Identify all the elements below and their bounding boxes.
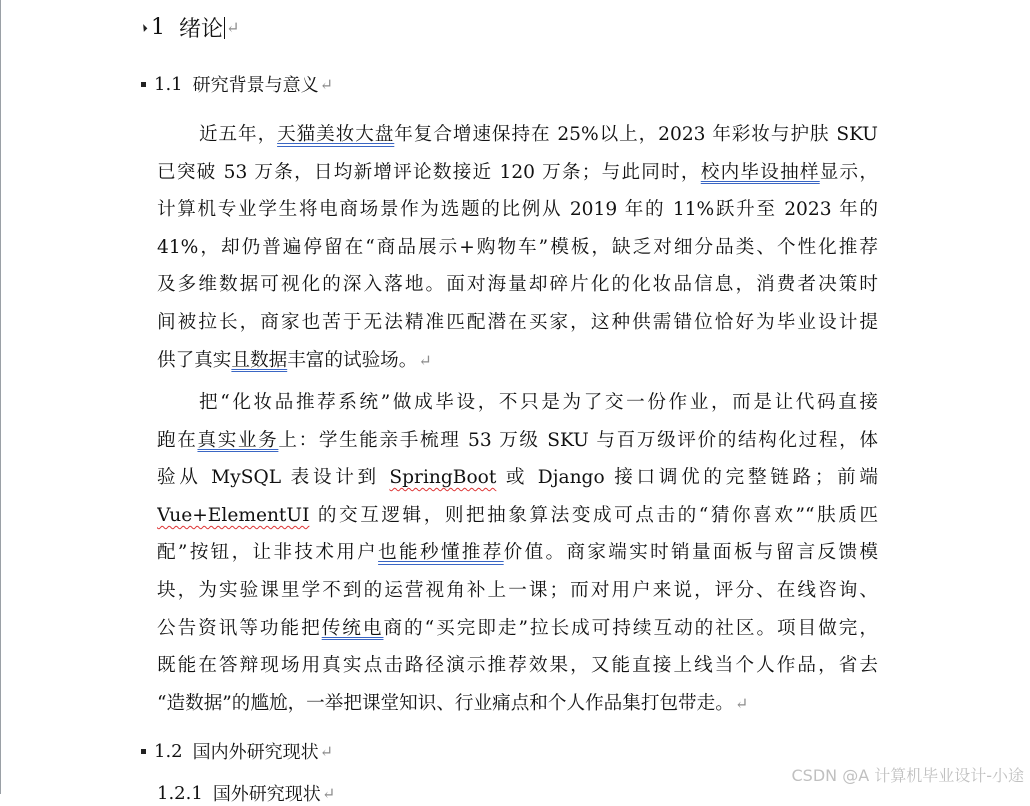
spelling-flag[interactable]: Vue+ElementUI	[157, 504, 310, 526]
heading-number: 1.1	[154, 73, 183, 95]
heading-text: 绪论	[179, 17, 224, 42]
paragraph-mark-icon: ↵	[321, 783, 336, 803]
outline-bullet-icon[interactable]	[141, 82, 146, 87]
heading-text: 国外研究现状	[212, 784, 321, 805]
text-line: 及多维数据可视化的深入落地。面对海量却碎片化的化妆品信息，消费者决策时	[157, 274, 878, 296]
text-line: 41%，却仍普遍停留在“商品展示+购物车”模板，缺乏对细分品类、个性化推荐	[157, 236, 878, 258]
paragraph-mark-icon: ↵	[418, 350, 432, 370]
grammar-flag[interactable]: 真实业务	[197, 429, 279, 451]
paragraph-mark-icon: ↵	[734, 693, 749, 713]
text-line: 计算机专业学生将电商场景作为选题的比例从 2019 年的 11%跃升至 2023 年的	[157, 199, 878, 221]
outline-bullet-icon[interactable]	[141, 749, 146, 754]
heading-number: 1.2.1	[157, 782, 203, 804]
heading-1[interactable]	[141, 12, 239, 43]
heading-number: 1.2	[154, 740, 183, 762]
paragraph-mark-icon: ↵	[319, 741, 334, 761]
grammar-flag[interactable]: 天猫美妆大盘	[277, 124, 395, 145]
heading-number: 1	[151, 15, 165, 40]
text-line: 近五年，天猫美妆大盘年复合增速保持在 25%以上，2023 年彩妆与护肤 SKU	[199, 124, 878, 145]
paragraph-significance[interactable]	[157, 384, 878, 722]
text-line: 既能在答辩现场用真实点击路径演示推荐效果，又能直接上线当个人作品，省去	[157, 655, 878, 677]
text-line: 块，为实验课里学不到的运营视角补上一课；而对用户来说，评分、在线咨询、	[157, 579, 878, 601]
paragraph-mark-icon: ↵	[226, 18, 240, 37]
page-left-edge	[0, 0, 1, 794]
text-line: “造数据”的尴尬，一举把课堂知识、行业痛点和个人作品集打包带走。↵	[157, 692, 749, 714]
grammar-flag[interactable]: 传统电	[321, 617, 384, 639]
grammar-flag[interactable]: 也能秒懂推荐	[378, 542, 504, 564]
text-line: 把“化妆品推荐系统”做成毕设，不只是为了交一份作业，而是让代码直接	[199, 392, 878, 413]
text-line: 配”按钮，让非技术用户也能秒懂推荐价值。商家端实时销量面板与留言反馈模	[157, 542, 878, 564]
collapse-triangle-icon[interactable]	[140, 24, 148, 32]
watermark: CSDN @A 计算机毕业设计-小途	[791, 766, 1024, 785]
heading-1-2[interactable]	[141, 738, 333, 764]
text-line: 跑在真实业务上：学生能亲手梳理 53 万级 SKU 与百万级评价的结构化过程，体	[157, 429, 878, 451]
grammar-flag[interactable]: 且数据	[231, 349, 288, 371]
heading-1-2-1[interactable]	[157, 780, 335, 806]
text-line: Vue+ElementUI 的交互逻辑，则把抽象算法变成可点击的“猜你喜欢”“肤质匹	[157, 504, 878, 526]
text-line: 供了真实且数据丰富的试验场。↵	[157, 349, 432, 371]
text-line: 间被拉长，商家也苦于无法精准匹配潜在买家，这种供需错位恰好为毕业设计提	[157, 311, 878, 333]
text-line: 验从 MySQL 表设计到 SpringBoot 或 Django 接口调优的完整链路；前端	[157, 467, 878, 489]
spelling-flag[interactable]: SpringBoot	[389, 467, 497, 489]
heading-1-1[interactable]	[141, 71, 333, 97]
paragraph-mark-icon: ↵	[319, 74, 334, 94]
grammar-flag[interactable]: 校内毕设抽样	[700, 161, 820, 183]
text-line: 已突破 53 万条，日均新增评论数接近 120 万条；与此同时，校内毕设抽样显示，	[157, 161, 878, 183]
heading-text: 国内外研究现状	[192, 742, 319, 763]
paragraph-background[interactable]	[157, 116, 878, 379]
text-line: 公告资讯等功能把传统电商的“买完即走”拉长成可持续互动的社区。项目做完，	[157, 617, 878, 639]
text-cursor	[224, 17, 225, 39]
heading-text: 研究背景与意义	[192, 75, 319, 96]
